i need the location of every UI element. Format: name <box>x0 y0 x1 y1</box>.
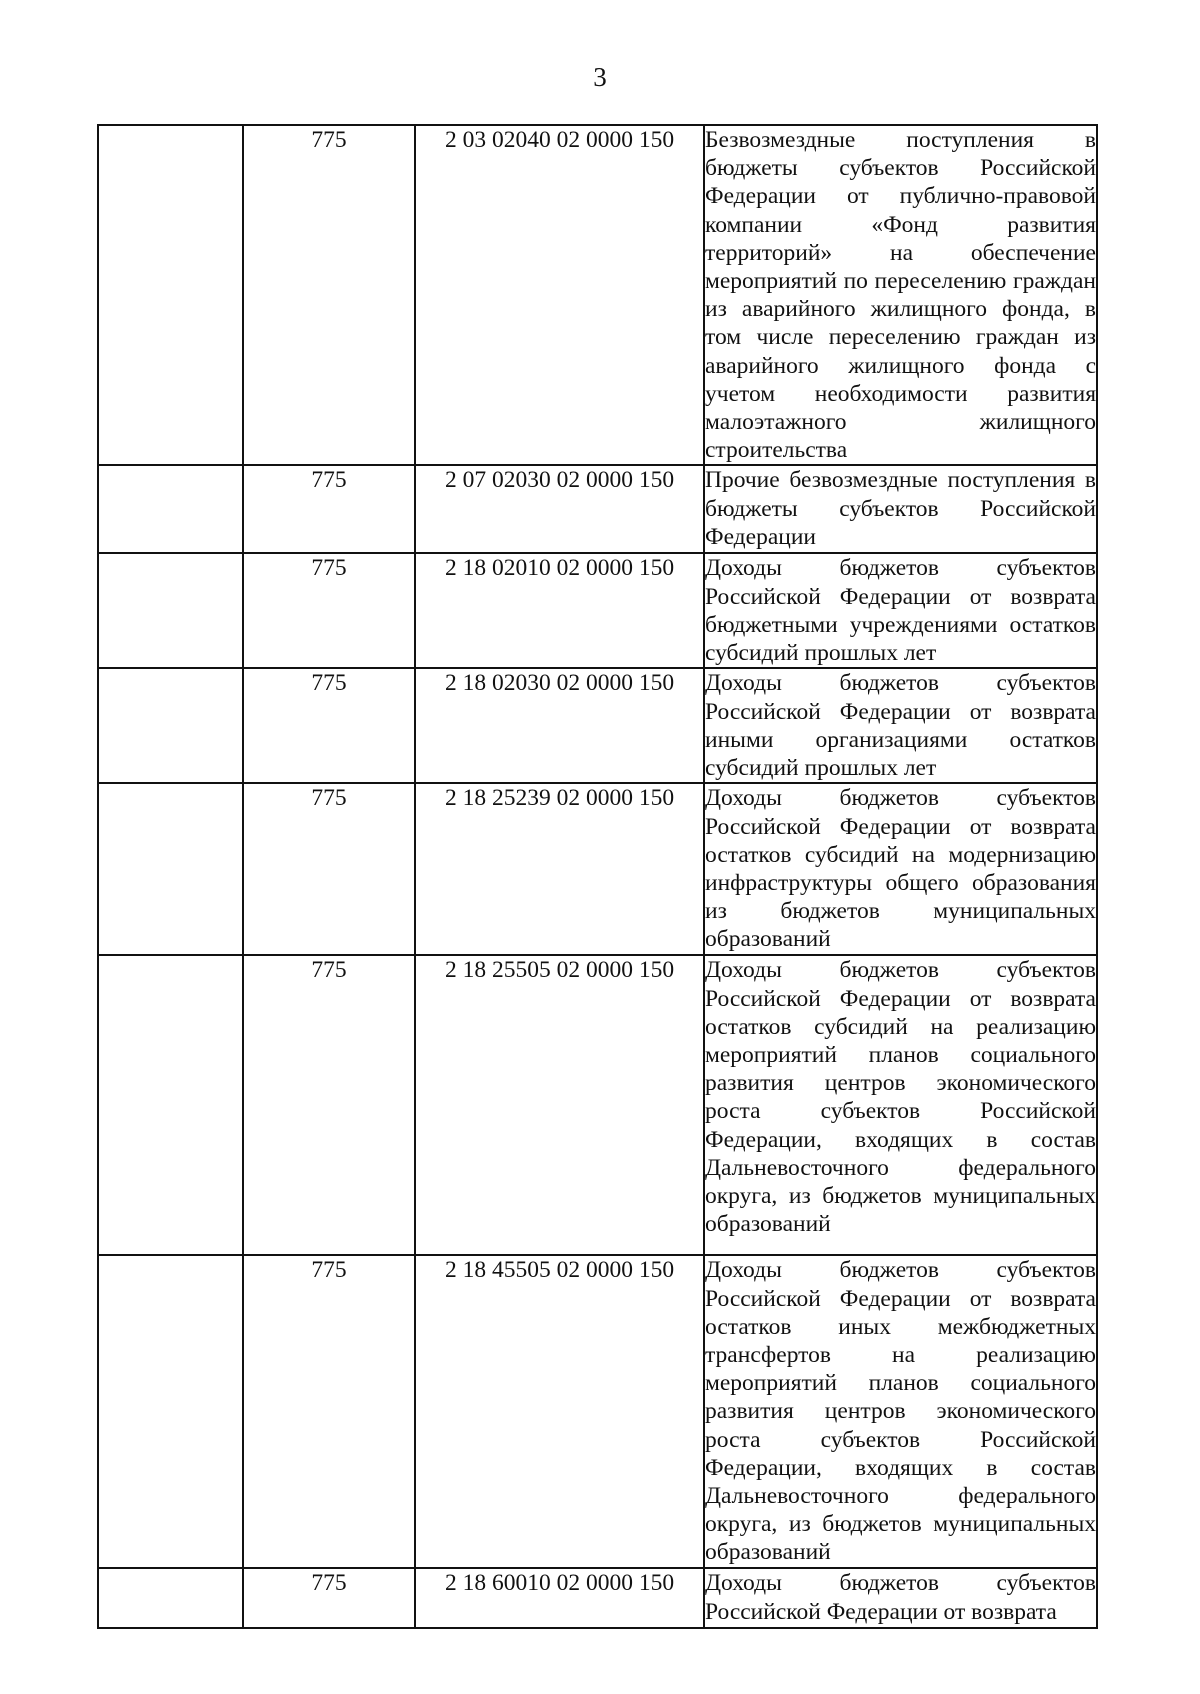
budget-code-cell: 2 03 02040 02 0000 150 <box>415 125 704 465</box>
budget-code-cell: 2 18 60010 02 0000 150 <box>415 1568 704 1628</box>
empty-cell <box>98 553 243 668</box>
budget-code-cell: 2 18 02030 02 0000 150 <box>415 668 704 783</box>
admin-code-cell: 775 <box>243 1255 415 1568</box>
revenue-codes-table <box>97 124 1098 1629</box>
admin-code-cell: 775 <box>243 125 415 465</box>
empty-cell <box>98 465 243 553</box>
empty-cell <box>98 125 243 465</box>
admin-code-cell: 775 <box>243 465 415 553</box>
table-row <box>98 1255 1097 1568</box>
table-row <box>98 783 1097 955</box>
admin-code-cell: 775 <box>243 783 415 955</box>
budget-code-cell: 2 18 25505 02 0000 150 <box>415 955 704 1255</box>
table-row <box>98 668 1097 783</box>
table-row <box>98 1568 1097 1628</box>
budget-code-cell: 2 18 02010 02 0000 150 <box>415 553 704 668</box>
budget-code-cell: 2 18 25239 02 0000 150 <box>415 783 704 955</box>
description-cell: Доходы бюджетов субъектов Российской Федерации от возврата остатков иных межбюджетных трансфертов на реализацию мероприятий планов социального развития центров экономического роста субъектов Российской Федерации, входящих в состав Дальневосточного федерального округа, из бюджетов муниципальных образований <box>704 1255 1097 1568</box>
empty-cell <box>98 783 243 955</box>
description-cell: Доходы бюджетов субъектов Российской Федерации от возврата остатков субсидий на реализацию мероприятий планов социального развития центров экономического роста субъектов Российской Федерации, входящих в состав Дальневосточного федерального округа, из бюджетов муниципальных образований <box>704 955 1097 1255</box>
table-row <box>98 465 1097 553</box>
description-cell: Доходы бюджетов субъектов Российской Федерации от возврата бюджетными учреждениями остатков субсидий прошлых лет <box>704 553 1097 668</box>
description-cell: Безвозмездные поступления в бюджеты субъектов Российской Федерации от публично-правовой компании «Фонд развития территорий» на обеспечение мероприятий по переселению граждан из аварийного жилищного фонда, в том числе переселению граждан из аварийного жилищного фонда с учетом необходимости развития малоэтажного жилищного строительства <box>704 125 1097 465</box>
budget-code-cell: 2 07 02030 02 0000 150 <box>415 465 704 553</box>
description-cell: Прочие безвозмездные поступления в бюджеты субъектов Российской Федерации <box>704 465 1097 553</box>
admin-code-cell: 775 <box>243 668 415 783</box>
table-row <box>98 125 1097 465</box>
empty-cell <box>98 1255 243 1568</box>
empty-cell <box>98 1568 243 1628</box>
admin-code-cell: 775 <box>243 553 415 668</box>
budget-code-cell: 2 18 45505 02 0000 150 <box>415 1255 704 1568</box>
page-number: 3 <box>593 62 607 92</box>
description-cell: Доходы бюджетов субъектов Российской Федерации от возврата остатков субсидий на модернизацию инфраструктуры общего образования из бюджетов муниципальных образований <box>704 783 1097 955</box>
empty-cell <box>98 955 243 1255</box>
empty-cell <box>98 668 243 783</box>
table-row <box>98 955 1097 1255</box>
description-cell: Доходы бюджетов субъектов Российской Федерации от возврата иными организациями остатков субсидий прошлых лет <box>704 668 1097 783</box>
table-row <box>98 553 1097 668</box>
admin-code-cell: 775 <box>243 955 415 1255</box>
admin-code-cell: 775 <box>243 1568 415 1628</box>
description-cell: Доходы бюджетов субъектов Российской Федерации от возврата <box>704 1568 1097 1628</box>
